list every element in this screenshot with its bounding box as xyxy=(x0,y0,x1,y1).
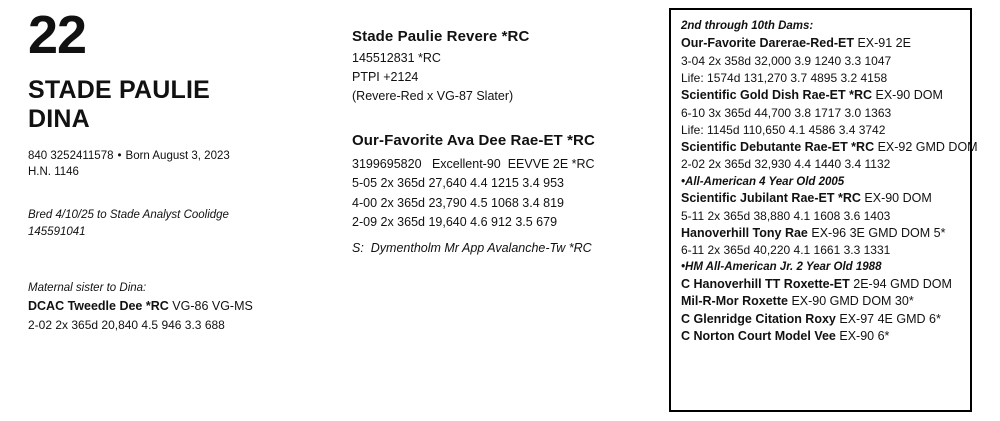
dam-entry-name-line xyxy=(681,225,962,243)
animal-id-line xyxy=(28,148,328,165)
dam-entry-name-line xyxy=(681,35,962,53)
sire-of-dam-name: Dymentholm Mr App Avalanche-Tw *RC xyxy=(370,240,592,255)
dam-name: Our-Favorite Ava Dee Rae-ET *RC xyxy=(352,132,595,149)
dam-lactation-row: 2-09 2x 365d 19,640 4.6 912 3.5 679 xyxy=(352,215,558,229)
id-separator: • xyxy=(117,149,122,162)
dam-entry-record: 6-10 3x 365d 44,700 3.8 1717 3.0 1363 xyxy=(681,105,892,120)
dam-entry-award-note: •All-American 4 Year Old 2005 xyxy=(681,175,845,188)
dam-entry-name: C Glenridge Citation Roxy xyxy=(681,311,836,326)
dam-entry-name: C Norton Court Model Vee xyxy=(681,329,836,344)
dam-entry-name-line xyxy=(681,293,962,311)
dam-entry-name-line xyxy=(681,311,962,329)
sire-name: Stade Paulie Revere *RC xyxy=(352,28,530,45)
maternal-sister-record: 2-02 2x 365d 20,840 4.5 946 3.3 688 xyxy=(28,318,225,333)
dam-registration: 3199695820 xyxy=(352,157,422,171)
dam-entry-lifetime-record: Life: 1145d 110,650 4.1 4586 3.4 3742 xyxy=(681,122,886,137)
dam-lactation-row: 5-05 2x 365d 27,640 4.4 1215 3.4 953 xyxy=(352,176,564,190)
dam-entry-record: 3-04 2x 358d 32,000 3.9 1240 3.3 1047 xyxy=(681,53,892,68)
breeding-sire-code: 145591041 xyxy=(28,225,86,238)
dams-box-title: 2nd through 10th Dams: xyxy=(681,20,814,32)
dam-block xyxy=(352,132,652,255)
sire-ptpi: PTPI +2124 xyxy=(352,70,419,84)
dam-entry-classification: EX-97 4E GMD 6* xyxy=(839,311,941,326)
dam-lactation-row: 4-00 2x 365d 23,790 4.5 1068 3.4 819 xyxy=(352,195,564,210)
dam-entry-classification: EX-92 GMD DOM xyxy=(877,139,978,154)
dam-entry-record: 5-11 2x 365d 38,880 4.1 1608 3.6 1403 xyxy=(681,208,891,223)
dam-entry-name-line xyxy=(681,190,962,208)
maternal-sister-block xyxy=(28,280,328,334)
dam-codes: EEVVE 2E *RC xyxy=(507,157,595,171)
dam-entry-record: 6-11 2x 365d 40,220 4.1 1661 3.3 1331 xyxy=(681,243,891,258)
sire-of-dam-label: S: xyxy=(352,240,364,255)
maternal-sister-classification: VG-86 VG-MS xyxy=(172,299,253,314)
dam-score: Excellent-90 xyxy=(431,157,501,171)
dam-entry-name: Scientific Gold Dish Rae-ET *RC xyxy=(681,87,873,102)
maternal-sister-name-line xyxy=(28,297,328,316)
dam-entry-name: Scientific Jubilant Rae-ET *RC xyxy=(681,190,861,205)
dams-pedigree-box xyxy=(669,8,978,412)
dam-entry-name: Mil-R-Mor Roxette xyxy=(681,294,788,309)
lot-info-column xyxy=(28,5,328,334)
sire-registration: 145512831 *RC xyxy=(352,51,441,65)
herd-number: H.N. 1146 xyxy=(28,166,79,179)
dam-entry-record: 2-02 2x 365d 32,930 4.4 1440 3.4 1132 xyxy=(681,157,891,172)
dam-entry-name: C Hanoverhill TT Roxette-ET xyxy=(681,276,850,291)
maternal-sister-name: DCAC Tweedle Dee *RC xyxy=(28,299,169,314)
breeding-note xyxy=(28,207,328,240)
dam-entry-classification: EX-91 2E xyxy=(857,36,911,51)
dam-entry-name-line xyxy=(681,87,962,105)
breeding-note-text: Bred 4/10/25 to Stade Analyst Coolidge xyxy=(28,208,229,221)
dam-entry-name: Hanoverhill Tony Rae xyxy=(681,225,808,240)
animal-name-line-1: STADE PAULIE xyxy=(28,76,211,104)
pedigree-column xyxy=(352,28,652,255)
maternal-sister-heading: Maternal sister to Dina: xyxy=(28,282,147,295)
dam-entry-classification: EX-96 3E GMD DOM 5* xyxy=(811,225,946,240)
dam-entry-name-line xyxy=(681,276,962,294)
lot-number: 22 xyxy=(28,5,87,65)
dam-entry-classification: EX-90 GMD DOM 30* xyxy=(791,294,914,309)
dam-registration-line xyxy=(352,154,652,174)
sire-pedigree: (Revere-Red x VG-87 Slater) xyxy=(352,89,514,103)
dam-entry-classification: 2E-94 GMD DOM xyxy=(853,276,952,291)
dam-entry-name: Our-Favorite Darerae-Red-ET xyxy=(681,36,854,51)
dam-entry-name-line xyxy=(681,139,978,157)
dam-entry-lifetime-record: Life: 1574d 131,270 3.7 4895 3.2 4158 xyxy=(681,70,888,85)
sire-of-dam-line xyxy=(352,241,652,255)
dam-entry-classification: EX-90 DOM xyxy=(864,190,932,205)
dam-entry-name: Scientific Debutante Rae-ET *RC xyxy=(681,139,875,154)
dam-entry-name-line xyxy=(681,328,962,346)
animal-registration-id: 840 3252411578 xyxy=(28,149,114,162)
animal-name-line-2: DINA xyxy=(28,104,90,133)
page-title xyxy=(28,76,328,134)
animal-birthdate: Born August 3, 2023 xyxy=(125,149,230,162)
dam-entry-award-note: •HM All-American Jr. 2 Year Old 1988 xyxy=(681,261,882,274)
dam-entry-classification: EX-90 6* xyxy=(839,329,890,344)
dam-entry-classification: EX-90 DOM xyxy=(875,87,943,102)
